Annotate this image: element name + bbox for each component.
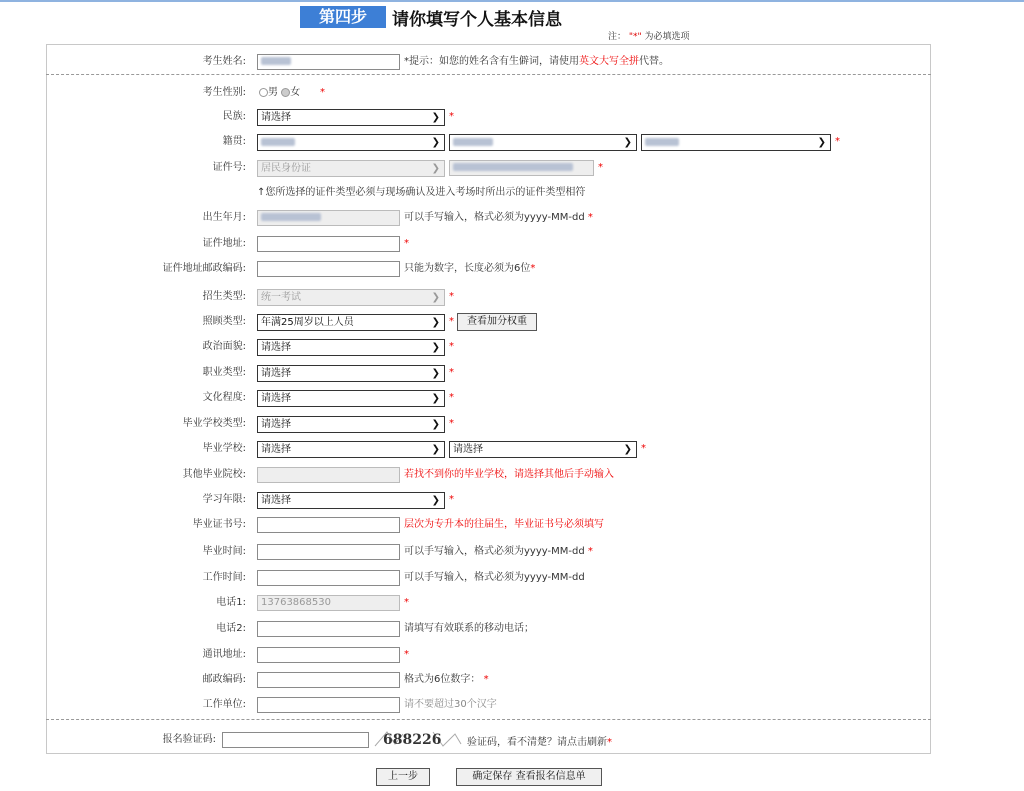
save-view-button[interactable]: 确定保存 查看报名信息单 (456, 768, 602, 786)
step-badge: 第四步 (300, 6, 386, 28)
school-label: 毕业学校: (202, 443, 246, 454)
gender-female-label: 女 (290, 87, 301, 98)
phone2-hint: 请填写有效联系的移动电话； (404, 623, 534, 634)
school-value: 请选择 (261, 444, 291, 455)
chevron-down-icon: ❯ (431, 368, 440, 379)
required-star: * (449, 291, 454, 302)
page-title: 请你填写个人基本信息 (392, 10, 562, 30)
care-type-select[interactable] (257, 314, 445, 331)
phone1-input[interactable]: 13763868530 (257, 595, 400, 611)
cert-no-hint: 层次为专升本的往届生，毕业证书号必须填写 (404, 519, 604, 530)
ethnicity-value: 请选择 (261, 112, 291, 123)
political-value: 请选择 (261, 342, 291, 353)
gender-male-label: 男 (268, 87, 278, 98)
postcode-hint: 格式为6位数字： * (404, 674, 489, 685)
care-type-label: 照顾类型: (202, 316, 246, 327)
id-address-input[interactable] (257, 236, 400, 252)
view-weight-button[interactable]: 查看加分权重 (457, 313, 537, 331)
employer-input[interactable] (257, 697, 400, 713)
divider-top (46, 74, 931, 75)
enroll-type-label: 招生类型: (202, 291, 246, 302)
required-star: * (320, 87, 325, 98)
phone2-input[interactable] (257, 621, 400, 637)
gender-group (259, 85, 300, 101)
enroll-type-select[interactable] (257, 289, 445, 306)
captcha-code: 688226 (383, 732, 442, 748)
captcha-hint: 验证码，看不清楚？请点击刷新* (467, 737, 612, 748)
id-address-label: 证件地址: (202, 238, 246, 249)
other-school-hint: 若找不到你的毕业学校，请选择其他后手动输入 (404, 469, 614, 480)
chevron-down-icon: ❯ (431, 292, 440, 303)
work-time-input[interactable] (257, 570, 400, 586)
captcha-hint-text: 验证码，看不清楚？请点击刷新 (467, 737, 607, 748)
chevron-down-icon: ❯ (431, 137, 440, 148)
required-star: * (449, 367, 454, 378)
school-detail-select[interactable] (449, 441, 637, 458)
id-postcode-input[interactable] (257, 261, 400, 277)
id-postcode-hint: 只能为数字，长度必须为6位* (404, 263, 536, 274)
school-type-label: 毕业学校类型: (182, 418, 246, 429)
address-input[interactable] (257, 647, 400, 663)
district-select[interactable] (641, 134, 831, 151)
care-type-value: 年满25周岁以上人员 (261, 317, 354, 328)
id-type-value: 居民身份证 (261, 163, 311, 174)
postcode-hint-text: 格式为6位数字： (404, 674, 481, 685)
blurred-value (645, 138, 679, 146)
occupation-label: 职业类型: (202, 367, 246, 378)
education-label: 文化程度: (202, 392, 246, 403)
birth-label: 出生年月: (202, 212, 246, 223)
required-star: * (404, 649, 409, 660)
cert-no-input[interactable] (257, 517, 400, 533)
name-hint (404, 54, 669, 70)
blurred-value (261, 57, 291, 65)
grad-time-label: 毕业时间: (202, 546, 246, 557)
required-star: * (598, 162, 603, 173)
required-star: * (449, 418, 454, 429)
enroll-type-value: 统一考试 (261, 292, 301, 303)
name-input[interactable] (257, 54, 400, 70)
study-years-label: 学习年限: (202, 494, 246, 505)
name-hint-suffix: 代替。 (639, 56, 669, 67)
name-label: 考生姓名: (202, 56, 246, 67)
school-type-select[interactable] (257, 416, 445, 433)
gender-male-radio[interactable] (259, 88, 268, 97)
employer-hint: 请不要超过30个汉字 (404, 699, 497, 710)
required-star: * (449, 111, 454, 122)
ethnicity-label: 民族: (222, 111, 246, 122)
grad-time-hint-text: 可以手写输入，格式必须为yyyy-MM-dd (404, 546, 585, 557)
note-suffix: 为必填选项 (644, 32, 690, 42)
id-note: ↑您所选择的证件类型必须与现场确认及进入考场时所出示的证件类型相符 (257, 187, 586, 198)
gender-label: 考生性别: (202, 87, 246, 98)
required-star: * (835, 136, 840, 147)
divider-bottom (46, 719, 931, 720)
province-select[interactable] (257, 134, 445, 151)
school-select[interactable] (257, 441, 445, 458)
cert-no-label: 毕业证书号: (192, 519, 246, 530)
address-label: 通讯地址: (202, 649, 246, 660)
id-postcode-label: 证件地址邮政编码: (162, 263, 246, 274)
employer-label: 工作单位: (202, 699, 246, 710)
chevron-down-icon: ❯ (431, 444, 440, 455)
required-star: * (641, 443, 646, 454)
chevron-down-icon: ❯ (431, 112, 440, 123)
study-years-select[interactable] (257, 492, 445, 509)
prev-button[interactable]: 上一步 (376, 768, 430, 786)
chevron-down-icon: ❯ (623, 137, 632, 148)
city-select[interactable] (449, 134, 637, 151)
postcode-input[interactable] (257, 672, 400, 688)
chevron-down-icon: ❯ (431, 342, 440, 353)
work-time-hint: 可以手写输入，格式必须为yyyy-MM-dd (404, 572, 585, 583)
school-detail-value: 请选择 (453, 444, 483, 455)
work-time-label: 工作时间: (202, 572, 246, 583)
blurred-value (453, 163, 573, 171)
birth-hint: 可以手写输入，格式必须为yyyy-MM-dd * (404, 212, 593, 223)
id-type-select[interactable] (257, 160, 445, 177)
phone1-label: 电话1: (216, 597, 246, 608)
required-star: * (404, 238, 409, 249)
blurred-value (261, 138, 295, 146)
study-years-value: 请选择 (261, 495, 291, 506)
political-select[interactable] (257, 339, 445, 356)
name-hint-red: 英文大写全拼 (579, 56, 639, 67)
captcha-input[interactable] (222, 732, 369, 748)
chevron-down-icon: ❯ (817, 137, 826, 148)
required-star: * (449, 341, 454, 352)
required-note (608, 29, 690, 42)
blurred-value (453, 138, 493, 146)
ethnicity-select[interactable] (257, 109, 445, 126)
id-label: 证件号: (212, 162, 246, 173)
chevron-down-icon: ❯ (431, 317, 440, 328)
chevron-down-icon: ❯ (431, 393, 440, 404)
native-place-label: 籍贯: (222, 136, 246, 147)
required-star: * (404, 597, 409, 608)
note-mark: "*" (628, 32, 642, 42)
education-value: 请选择 (261, 393, 291, 404)
id-postcode-hint-text: 只能为数字，长度必须为6位 (404, 263, 531, 274)
other-school-input[interactable] (257, 467, 400, 483)
note-prefix: 注： (608, 32, 627, 42)
school-type-value: 请选择 (261, 419, 291, 430)
education-select[interactable] (257, 390, 445, 407)
grad-time-input[interactable] (257, 544, 400, 560)
blurred-value (261, 213, 321, 221)
chevron-down-icon: ❯ (623, 444, 632, 455)
occupation-select[interactable] (257, 365, 445, 382)
required-star: * (449, 392, 454, 403)
chevron-down-icon: ❯ (431, 163, 440, 174)
name-hint-prefix: *提示：如您的姓名含有生僻词，请使用 (404, 56, 579, 67)
phone2-label: 电话2: (216, 623, 246, 634)
id-number-input[interactable] (449, 160, 594, 176)
chevron-down-icon: ❯ (431, 495, 440, 506)
captcha-label: 报名验证码: (162, 734, 216, 745)
postcode-label: 邮政编码: (202, 674, 246, 685)
birth-hint-text: 可以手写输入，格式必须为yyyy-MM-dd (404, 212, 585, 223)
required-star: * (449, 494, 454, 505)
birth-input[interactable] (257, 210, 400, 226)
other-school-label: 其他毕业院校: (182, 469, 246, 480)
required-star: * (449, 316, 454, 327)
captcha-image[interactable] (373, 728, 463, 750)
chevron-down-icon: ❯ (431, 419, 440, 430)
gender-female-radio[interactable] (281, 88, 290, 97)
grad-time-hint: 可以手写输入，格式必须为yyyy-MM-dd * (404, 546, 593, 557)
top-border (0, 0, 1024, 2)
political-label: 政治面貌: (202, 341, 246, 352)
occupation-value: 请选择 (261, 368, 291, 379)
